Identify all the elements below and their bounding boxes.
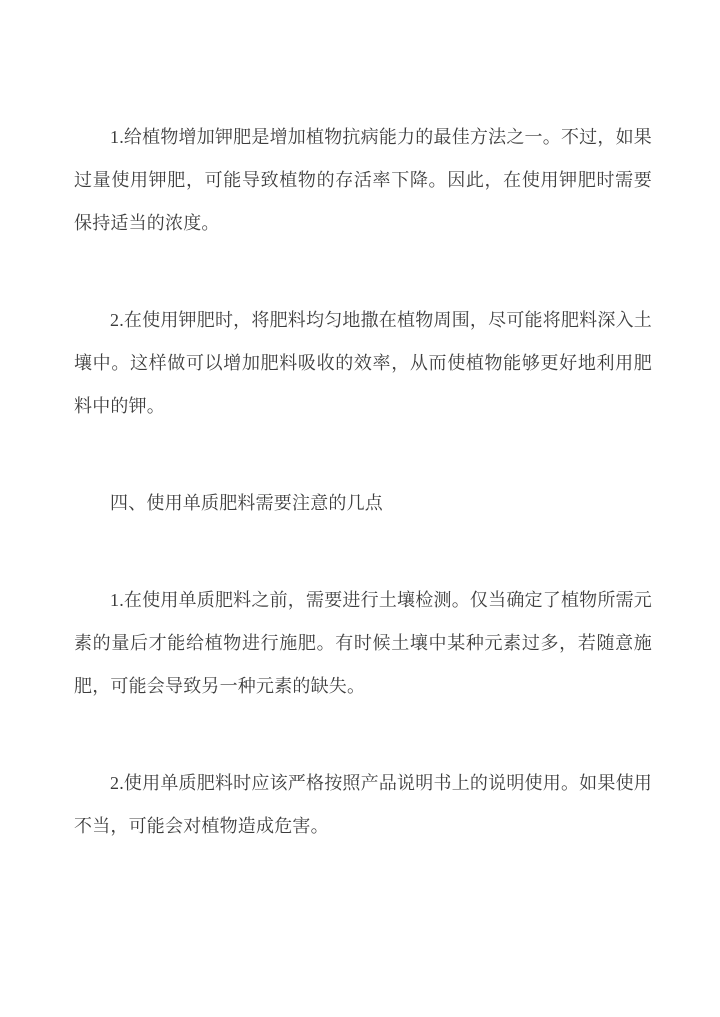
paragraph-follow-instructions: 2.使用单质肥料时应该严格按照产品说明书上的说明使用。如果使用不当，可能会对植物造成危害。 — [74, 773, 652, 836]
document-content — [74, 116, 652, 848]
section-heading: 四、使用单质肥料需要注意的几点 — [110, 493, 383, 513]
paragraph-soil-testing: 1.在使用单质肥料之前，需要进行土壤检测。仅当确定了植物所需元素的量后才能给植物进行施肥。有时候土壤中某种元素过多，若随意施肥，可能会导致另一种元素的缺失。 — [74, 590, 652, 696]
paragraph-potassium-benefit: 1.给植物增加钾肥是增加植物抗病能力的最佳方法之一。不过，如果过量使用钾肥，可能导致植物的存活率下降。因此，在使用钾肥时需要保持适当的浓度。 — [74, 127, 652, 233]
paragraph-potassium-application: 2.在使用钾肥时，将肥料均匀地撒在植物周围，尽可能将肥料深入土壤中。这样做可以增加肥料吸收的效率，从而使植物能够更好地利用肥料中的钾。 — [74, 310, 652, 416]
